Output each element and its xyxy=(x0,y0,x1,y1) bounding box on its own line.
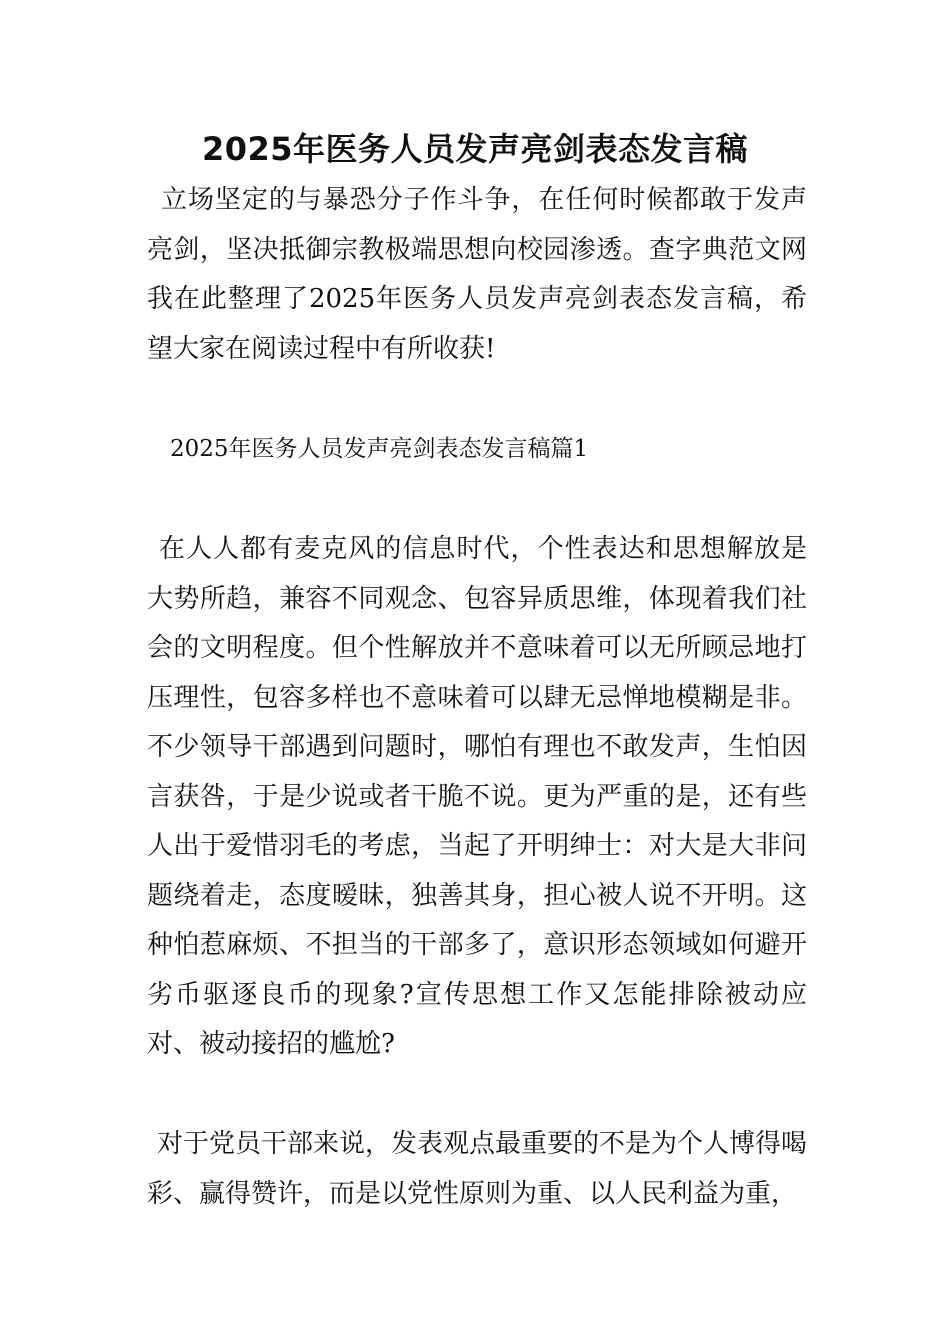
body-paragraph-2: 对于党员干部来说，发表观点最重要的不是为个人博得喝彩、赢得赞许，而是以党性原则为重、以人民利益为重， xyxy=(147,1129,808,1209)
intro-paragraph: 立场坚定的与暴恐分子作斗争，在任何时候都敢于发声亮剑，坚决抵御宗教极端思想向校园渗透。查字典范文网我在此整理了2025年医务人员发声亮剑表态发言稿，希望大家在阅读过程中有所收获! xyxy=(147,185,807,364)
section-heading: 2025年医务人员发声亮剑表态发言稿篇1 xyxy=(170,436,589,462)
document-title: 2025年医务人员发声亮剑表态发言稿 xyxy=(201,130,749,168)
body-paragraph-1: 在人人都有麦克风的信息时代，个性表达和思想解放是大势所趋，兼容不同观念、包容异质思维，体现着我们社会的文明程度。但个性解放并不意味着可以无所顾忌地打压理性，包容多样也不意味着可以肆无忌惮地模糊是非。不少领导干部遇到问题时，哪怕有理也不敢发声，生怕因言获咎，于是少说或者干脆不说。更为严重的是，还有些人出于爱惜羽毛的考虑，当起了开明绅士：对大是大非问题绕着走，态度暧昧，独善其身，担心被人说不开明。这种怕惹麻烦、不担当的干部多了，意识形态领域如何避开劣币驱逐良币的现象?宣传思想工作又怎能排除被动应对、被动接招的尴尬? xyxy=(147,534,807,1059)
